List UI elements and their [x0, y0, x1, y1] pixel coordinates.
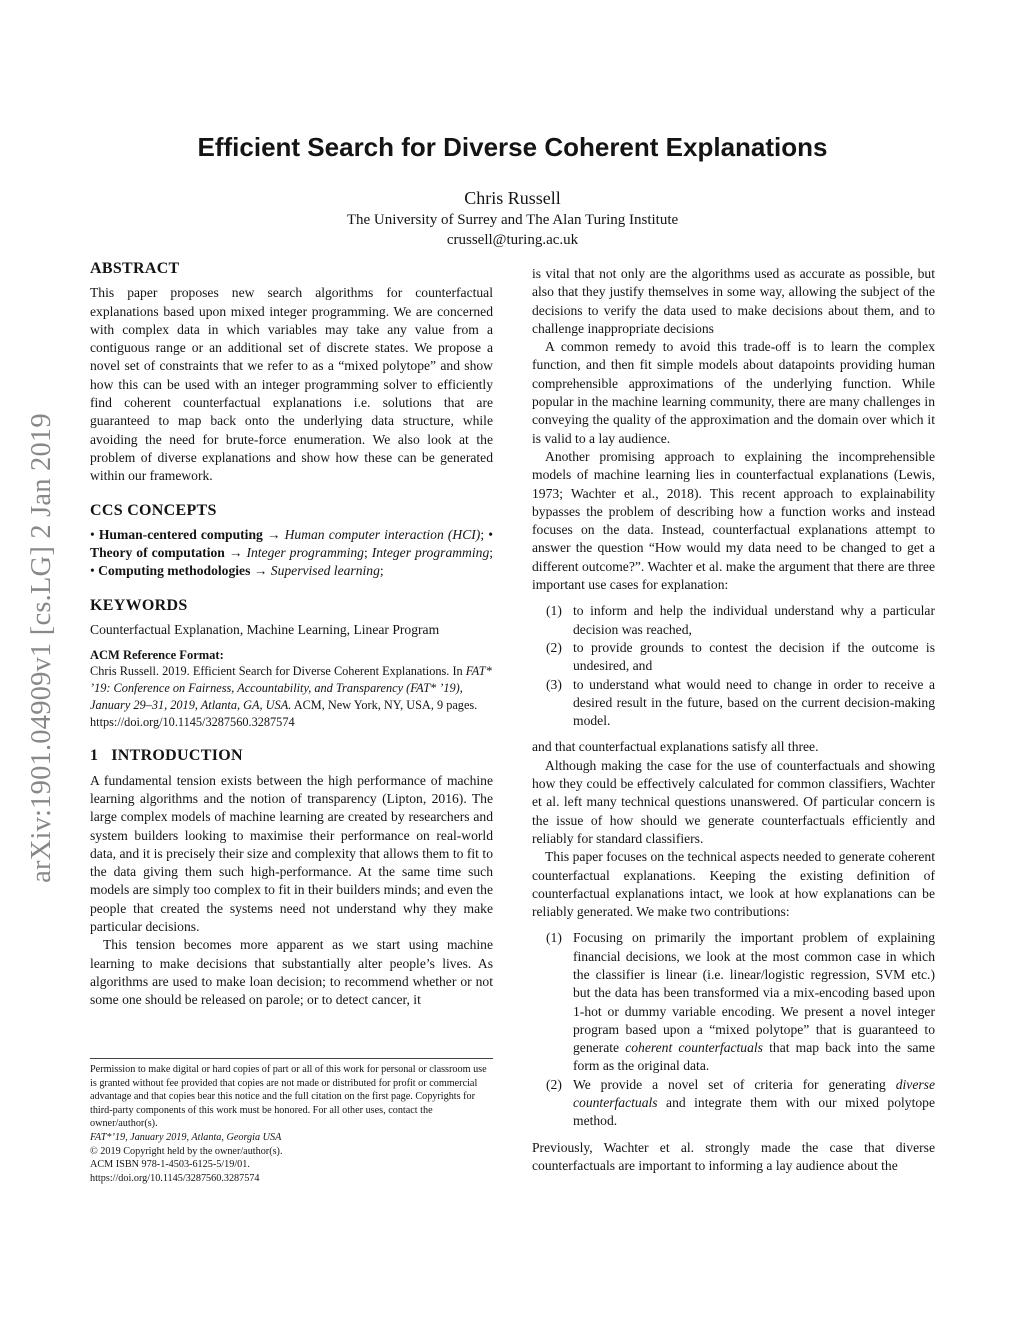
ccs-sub-2: Integer programming — [246, 545, 364, 561]
ccs-sub-3: Supervised learning — [270, 563, 380, 579]
list-emphasis: coherent counterfactuals — [625, 1040, 763, 1056]
conference-info: FAT*’19, January 2019, Atlanta, Georgia USA — [90, 1131, 282, 1143]
abstract-text: This paper proposes new search algorithms for counterfactual explanations based upon mixed integer programming. We are concerned with complex data in which variables may take any value from a contiguous range or an additional set of discrete states. We propose a novel set of constraints that we refer to as a “mixed polytope” and show how this can be used with an integer programming solver to efficiently find coherent counterfactual explanations i.e. solutions that are guaranteed to map back onto the underlying data structure, while avoiding the need for brute-force enumeration. We also look at the problem of diverse explanations and show how these can be generated within our framework. — [90, 285, 493, 484]
keywords-heading: KEYWORDS — [90, 596, 188, 614]
list-text: We provide a novel set of criteria for generating — [573, 1076, 896, 1092]
list-number: (2) — [546, 639, 562, 655]
copyright-line: © 2019 Copyright held by the owner/author(s). — [90, 1145, 283, 1157]
permission-notice: Permission to make digital or hard copies of part or all of this work for personal or classroom use is granted without fee provided that copies are not made or distributed for profit or commercial advantage and that copies bear this notice and the full citation on the first page. Copyrights for third-party components of this work must be honored. For all other uses, contact the owner/author(s). — [90, 1064, 487, 1130]
paper-title: Efficient Search for Diverse Coherent Explanations — [197, 132, 828, 162]
right-paragraph-6: This paper focuses on the technical aspects needed to generate coherent counterfactual explanations. Keeping the existing definition of counterfactual explanations intact, we look at how explanations can be reliably generated. We make two contributions: — [532, 849, 935, 920]
list-item — [532, 602, 935, 639]
acm-reference — [90, 663, 493, 731]
list-number: (1) — [546, 930, 562, 946]
ccs-bullet: • — [90, 563, 95, 579]
ccs-concepts — [90, 526, 493, 581]
list-item — [532, 929, 935, 1075]
acm-reference-publisher: ACM, New York, NY, USA, 9 pages. — [293, 698, 478, 713]
ccs-main-3: Computing methodologies — [98, 563, 251, 579]
acm-reference-heading: ACM Reference Format: — [90, 648, 224, 663]
ccs-sep-2b: ; — [489, 545, 494, 561]
ccs-heading: CCS CONCEPTS — [90, 501, 217, 519]
right-column — [532, 265, 935, 1175]
author-name: Chris Russell — [464, 188, 561, 208]
left-column — [90, 260, 493, 1010]
list-text: that map back into the same form as the original data. — [573, 1040, 935, 1074]
use-case-list — [532, 602, 935, 730]
intro-paragraph-2: This tension becomes more apparent as we start using machine learning to make decisions that substantially alter people’s lives. As algorithms are used to make loan decision; to recommend whether or not some one should be released on parole; or to detect cancer, it — [90, 937, 493, 1008]
acm-reference-authors: Chris Russell. 2019. Efficient Search for Diverse Coherent Explanations. In — [90, 664, 463, 679]
list-text: to understand what would need to change in order to receive a desired result in the future, based on the current decision-making model. — [573, 676, 935, 729]
ccs-sub-2b: Integer programming — [371, 545, 490, 561]
right-paragraph-2: A common remedy to avoid this trade-off is to learn the complex function, and then fit simple models about datapoints providing human comprehensible approximations of the underlying function. While popular in the machine learning community, there are many challenges in conveying the quality of the approximation and the domain over which it is valid to a lay audience. — [532, 339, 935, 446]
abstract-heading: ABSTRACT — [90, 260, 180, 277]
ccs-sep-3: ; — [379, 563, 384, 579]
ccs-arrow-2: → — [228, 545, 243, 561]
list-text: Focusing on primarily the important problem of explaining financial decisions, we look at the most common case in which the classifier is linear (i.e. linear/logistic regression, SVM etc.) but the data has been transformed via a mix-encoding based upon 1-hot or dummy variable encoding. We present a novel integer program based upon a “mixed polytope” that is guaranteed to generate — [573, 930, 935, 1056]
list-number: (2) — [546, 1076, 562, 1092]
list-item — [532, 1076, 935, 1131]
author-block — [90, 186, 935, 250]
ccs-arrow-3: → — [253, 563, 268, 579]
ccs-sep-2: ; — [363, 545, 368, 561]
list-item — [532, 676, 935, 731]
list-emphasis: diverse counterfactuals — [573, 1076, 935, 1111]
list-text: to inform and help the individual understand why a particular decision was reached, — [573, 603, 935, 637]
ccs-main-2: Theory of computation — [90, 545, 225, 561]
introduction-heading — [90, 747, 493, 765]
right-paragraph-1: is vital that not only are the algorithms used as accurate as possible, but also that they justify themselves in some way, allowing the subject of the decisions to verify the data used to make decisions about them, and to challenge inappropriate decisions — [532, 266, 935, 336]
right-paragraph-4: and that counterfactual explanations satisfy all three. — [532, 739, 819, 755]
author-email[interactable]: crussell@turing.ac.uk — [446, 232, 579, 248]
right-paragraph-3: Another promising approach to explaining the incomprehensible models of machine learning lies in counterfactual explanations (Lewis, 1973; Wachter et al., 2018). This recent approach to explainability bypasses the problem of describing how a function works and instead focuses on the data. Instead, counterfactual explanations attempt to answer the question “How would my data need to be changed to get a different outcome?”. Wachter et al. make the argument that there are three important use cases for explanation: — [532, 448, 935, 593]
author-affiliation: The University of Surrey and The Alan Turing Institute — [346, 212, 679, 228]
ccs-arrow-1: → — [266, 526, 281, 542]
section-number: 1 — [90, 747, 99, 765]
copyright-footnote — [90, 1058, 493, 1185]
list-text: to provide grounds to contest the decision if the outcome is undesired, and — [573, 639, 935, 674]
ccs-main-1: Human-centered computing — [98, 526, 263, 542]
intro-paragraph-1: A fundamental tension exists between the high performance of machine learning algorithms and the notion of transparency (Lipton, 2016). The large complex models of machine learning are created by researchers and system builders looking to maximise their performance on real-world data, and it is precisely their size and complexity that allows them to fit to the data giving them such high-performance. At the same time such models are simply too complex to fit in their builders minds; and even the people that created the systems need not understand why they make particular decisions. — [90, 772, 493, 935]
list-text: and integrate them with our mixed polytope method. — [573, 1095, 935, 1129]
keywords-text: Counterfactual Explanation, Machine Learning, Linear Program — [90, 622, 440, 638]
acm-reference-doi[interactable]: https://doi.org/10.1145/3287560.3287574 — [90, 715, 295, 730]
arxiv-identifier: arXiv:1901.04909v1 [cs.LG] 2 Jan 2019 — [26, 413, 57, 883]
isbn-line: ACM ISBN 978-1-4503-6125-5/19/01. — [90, 1159, 250, 1171]
right-paragraph-5: Although making the case for the use of counterfactuals and showing how they could be effectively calculated for common classifiers, Wachter et al. left many technical questions unanswered. Of particular concern is the issue of how should we generate counterfactuals efficiently and reliably for standard classifiers. — [532, 757, 935, 846]
contributions-list — [532, 929, 935, 1130]
ccs-sep-1: ; — [480, 526, 485, 542]
acm-reference-venue: FAT* ’19: Conference on Fairness, Accountability, and Transparency (FAT* ’19), January 29–31, 2019, Atlanta, GA, USA. — [90, 664, 492, 713]
ccs-bullet: • — [488, 526, 493, 542]
list-item — [532, 639, 935, 676]
section-title: INTRODUCTION — [111, 747, 243, 765]
list-number: (3) — [546, 676, 562, 692]
list-number: (1) — [546, 603, 562, 619]
footnote-doi[interactable]: https://doi.org/10.1145/3287560.3287574 — [90, 1172, 260, 1184]
right-paragraph-7: Previously, Wachter et al. strongly made the case that diverse counterfactuals are important to informing a lay audience about the — [532, 1139, 935, 1173]
ccs-sub-1: Human computer interaction (HCI) — [284, 526, 481, 542]
ccs-bullet: • — [90, 526, 95, 542]
